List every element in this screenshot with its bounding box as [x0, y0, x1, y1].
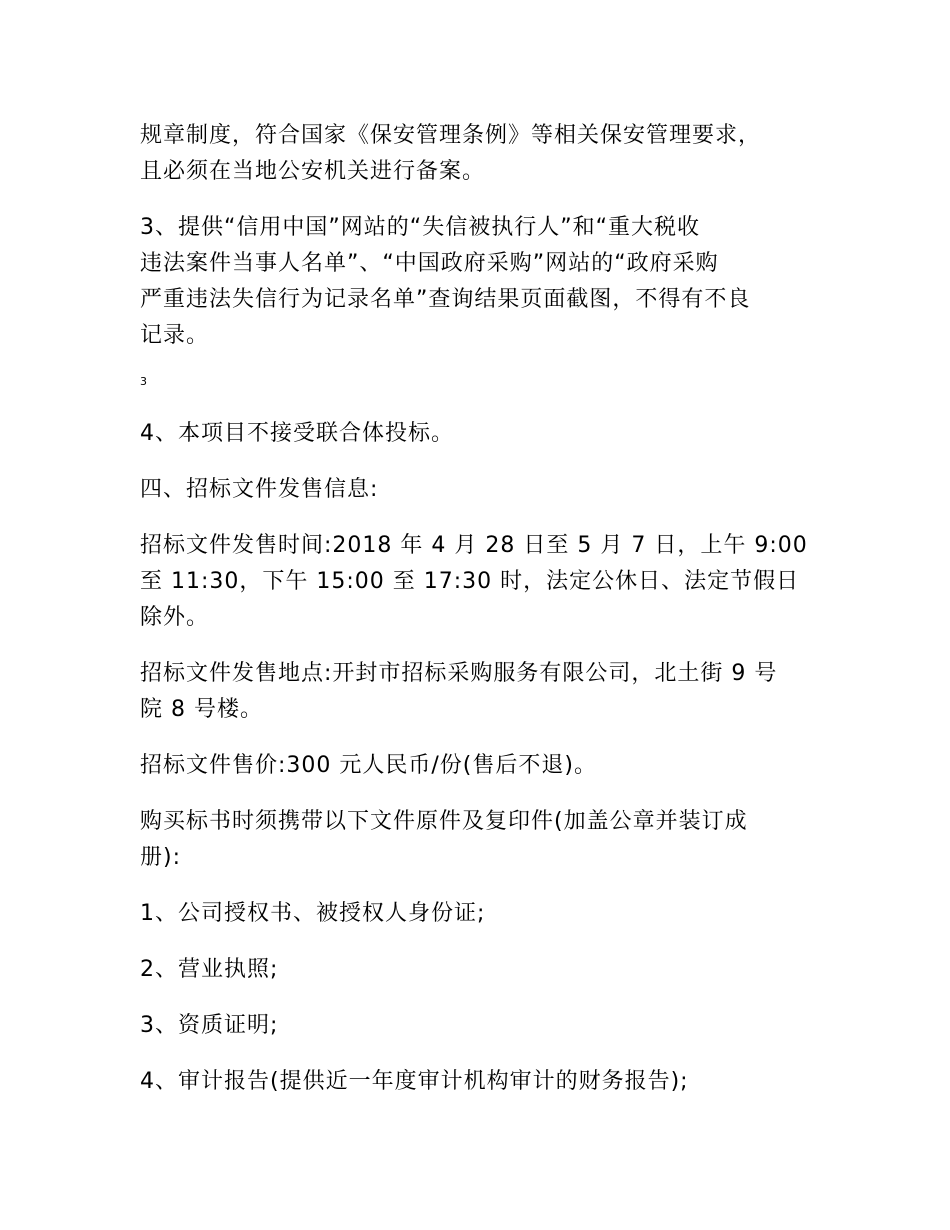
list-item-authorization: [140, 896, 820, 932]
section-heading-sale-info: [140, 472, 820, 508]
text-line: 招标文件发售地点:开封市招标采购服务有限公司，北土街 9 号: [140, 661, 778, 686]
text-line: 严重违法失信行为记录名单”查询结果页面截图，不得有不良: [140, 287, 751, 312]
text-line: 册):: [140, 845, 181, 870]
paragraph-required-documents: [140, 804, 820, 876]
text-line: 招标文件发售时间:2018 年 4 月 28 日至 5 月 7 日，上午 9:00: [140, 533, 808, 558]
text-line: 记录。: [140, 323, 210, 348]
paragraph-sale-location: [140, 656, 820, 728]
text-line: 购买标书时须携带以下文件原件及复印件(加盖公章并装订成: [140, 809, 748, 834]
text-line: 四、招标文件发售信息:: [140, 477, 379, 502]
text-line: 4、本项目不接受联合体投标。: [140, 421, 454, 446]
text-line: 招标文件售价:300 元人民币/份(售后不退)。: [140, 753, 597, 778]
paragraph-sale-time: [140, 528, 820, 636]
list-item-audit-report: [140, 1064, 820, 1100]
text-line: 规章制度，符合国家《保安管理条例》等相关保安管理要求，: [140, 123, 762, 148]
document-body: [140, 118, 820, 1120]
paragraph-no-consortium: [140, 416, 820, 452]
text-line: 除外。: [140, 605, 210, 630]
text-line: 且必须在当地公安机关进行备案。: [140, 159, 486, 184]
text-line: 3、资质证明;: [140, 1013, 279, 1038]
text-line: 1、公司授权书、被授权人身份证;: [140, 901, 486, 926]
text-line: 违法案件当事人名单”、“中国政府采购”网站的“政府采购: [140, 251, 719, 276]
paragraph-credit-check: [140, 210, 820, 354]
page-number: [140, 374, 820, 390]
list-item-business-license: [140, 952, 820, 988]
list-item-qualification: [140, 1008, 820, 1044]
text-line: 4、审计报告(提供近一年度审计机构审计的财务报告);: [140, 1069, 689, 1094]
text-line: 院 8 号楼。: [140, 697, 263, 722]
text-line: 3、提供“信用中国”网站的“失信被执行人”和“重大税收: [140, 215, 700, 240]
text-line: 至 11:30，下午 15:00 至 17:30 时，法定公休日、法定节假日: [140, 569, 800, 594]
text-line: 2、营业执照;: [140, 957, 279, 982]
paragraph-regulations: [140, 118, 820, 190]
page-number-text: 3: [140, 375, 147, 388]
paragraph-sale-price: [140, 748, 820, 784]
